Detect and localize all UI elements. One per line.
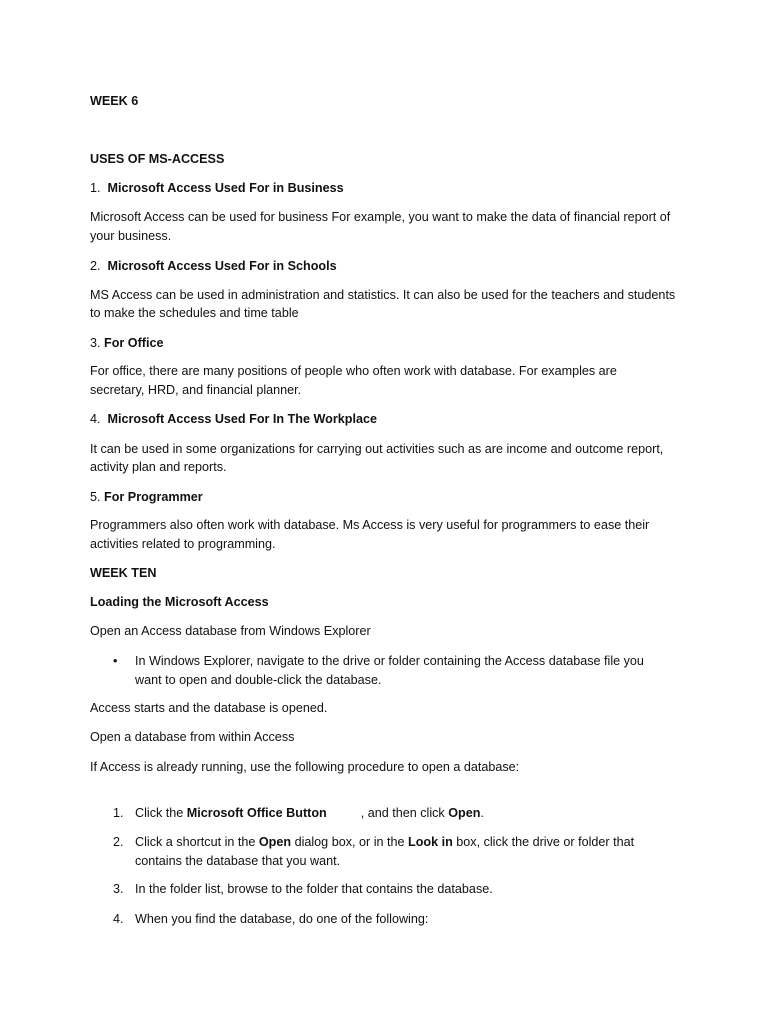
week-ten-heading: WEEK TEN [90, 566, 157, 580]
step-1-text: Click the Microsoft Office Button , and then click Open. [135, 806, 484, 820]
access-starts-text: Access starts and the database is opened. [90, 701, 328, 715]
bullet-text-line-2: want to open and double-click the database. [135, 673, 382, 687]
item-3-body-line-2: secretary, HRD, and financial planner. [90, 383, 302, 397]
item-1-body-line-1: Microsoft Access can be used for business For example, you want to make the data of financial report of [90, 210, 671, 224]
step-3-number: 3. [113, 882, 124, 896]
step-3-text: In the folder list, browse to the folder that contains the database. [135, 882, 493, 896]
item-2-title: 2. Microsoft Access Used For in Schools [90, 259, 337, 273]
item-4-body-line-2: activity plan and reports. [90, 460, 227, 474]
item-2-body-line-2: to make the schedules and time table [90, 306, 299, 320]
item-1-title: 1. Microsoft Access Used For in Business [90, 181, 344, 195]
uses-heading: USES OF MS-ACCESS [90, 152, 225, 166]
open-within-access-heading: Open a database from within Access [90, 730, 295, 744]
step-1-number: 1. [113, 806, 124, 820]
item-2-body-line-1: MS Access can be used in administration and statistics. It can also be used for the teachers and students [90, 288, 676, 302]
step-4-number: 4. [113, 912, 124, 926]
bullet-text-line-1: In Windows Explorer, navigate to the drive or folder containing the Access database file you [135, 654, 644, 668]
item-5-body-line-2: activities related to programming. [90, 537, 276, 551]
item-3-title: 3. For Office [90, 336, 164, 350]
loading-heading: Loading the Microsoft Access [90, 595, 269, 609]
if-running-text: If Access is already running, use the following procedure to open a database: [90, 760, 520, 774]
item-4-title: 4. Microsoft Access Used For In The Workplace [90, 412, 377, 426]
item-1-body-line-2: your business. [90, 229, 172, 243]
item-5-body-line-1: Programmers also often work with database. Ms Access is very useful for programmers to ease their [90, 518, 650, 532]
week-6-heading: WEEK 6 [90, 94, 139, 108]
bullet-icon: • [113, 654, 118, 668]
item-5-title: 5. For Programmer [90, 490, 203, 504]
open-from-explorer-heading: Open an Access database from Windows Explorer [90, 624, 371, 638]
step-2-text-line-2: contains the database that you want. [135, 854, 341, 868]
step-4-text: When you find the database, do one of the following: [135, 912, 429, 926]
item-4-body-line-1: It can be used in some organizations for carrying out activities such as are income and outcome report, [90, 442, 664, 456]
step-2-number: 2. [113, 835, 124, 849]
item-3-body-line-1: For office, there are many positions of people who often work with database. For examples are [90, 364, 617, 378]
step-2-text-line-1: Click a shortcut in the Open dialog box, or in the Look in box, click the drive or folder that [135, 835, 635, 849]
